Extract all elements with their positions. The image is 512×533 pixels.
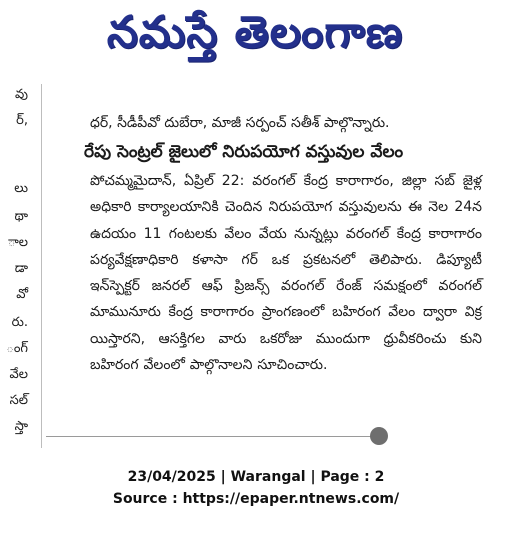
horizontal-scrollbar-track[interactable] — [46, 436, 378, 437]
article-headline: రేపు సెంట్రల్ జైలులో నిరుపయోగ వస్తువుల వేలం — [84, 142, 404, 162]
left-column-cut-text — [0, 88, 32, 438]
newspaper-masthead: నమస్తే తెలంగాణ — [106, 7, 404, 58]
left-fragment: ర్, — [16, 113, 28, 128]
previous-article-tail: ధర్, సీడీపీవో దుబేరా, మాజీ సర్పంచ్ సతీశ్ పాల్గొన్నారు. — [90, 115, 390, 131]
scrollbar-thumb[interactable] — [370, 427, 388, 445]
left-fragment: డా — [14, 261, 28, 276]
left-fragment: లు — [14, 181, 28, 196]
left-fragment: ంగ్ — [6, 341, 28, 356]
left-fragment: వో — [16, 287, 28, 302]
source-footer — [0, 466, 512, 510]
date-edition-page: 23/04/2025 | Warangal | Page : 2 — [127, 469, 385, 485]
left-fragment: రు. — [11, 315, 28, 330]
left-fragment: ాల — [7, 235, 28, 250]
article-body: పోచమ్మమైదాన్, ఏప్రిల్ 22: వరంగల్ కేంద్ర కారాగారం, జిల్లా సబ్ జైళ్ల అధికారి కార్యాలయానికి చెందిన నిరుపయోగ వస్తువులను ఈ నెల 24న ఉదయం 11 గంటలకు వేలం వేయ నున్నట్లు వరంగల్ కేంద్ర కారాగారం పర్యవేక్షణాధికారి కళాసా గర్ ఒక ప్రకటనలో తెలిపారు. డిప్యూటీ ఇన్‌స్పెక్టర్ జనరల్ ఆఫ్ ప్రిజన్స్ వరంగల్ రేంజ్ సమక్షంలో వరంగల్ మామునూరు కేంద్ర కారాగారం ప్రాంగణంలో బహిరంగ వేలం ద్వారా విక్ర యిస్తారని, ఆసక్తిగల వారు ఒకరోజు ముందుగా ధ్రువీకరించు కుని బహిరంగ వేలంలో పాల్గొనాలని సూచించారు. — [90, 173, 482, 374]
news-article — [58, 112, 504, 378]
source-url[interactable]: Source : https://epaper.ntnews.com/ — [112, 491, 400, 507]
left-fragment: థా — [14, 209, 28, 224]
left-fragment: వేల — [9, 367, 28, 382]
left-fragment: వు — [15, 88, 28, 102]
left-fragment: స్తా — [14, 419, 28, 434]
left-fragment: సల్ — [9, 393, 28, 408]
column-divider — [41, 84, 42, 448]
